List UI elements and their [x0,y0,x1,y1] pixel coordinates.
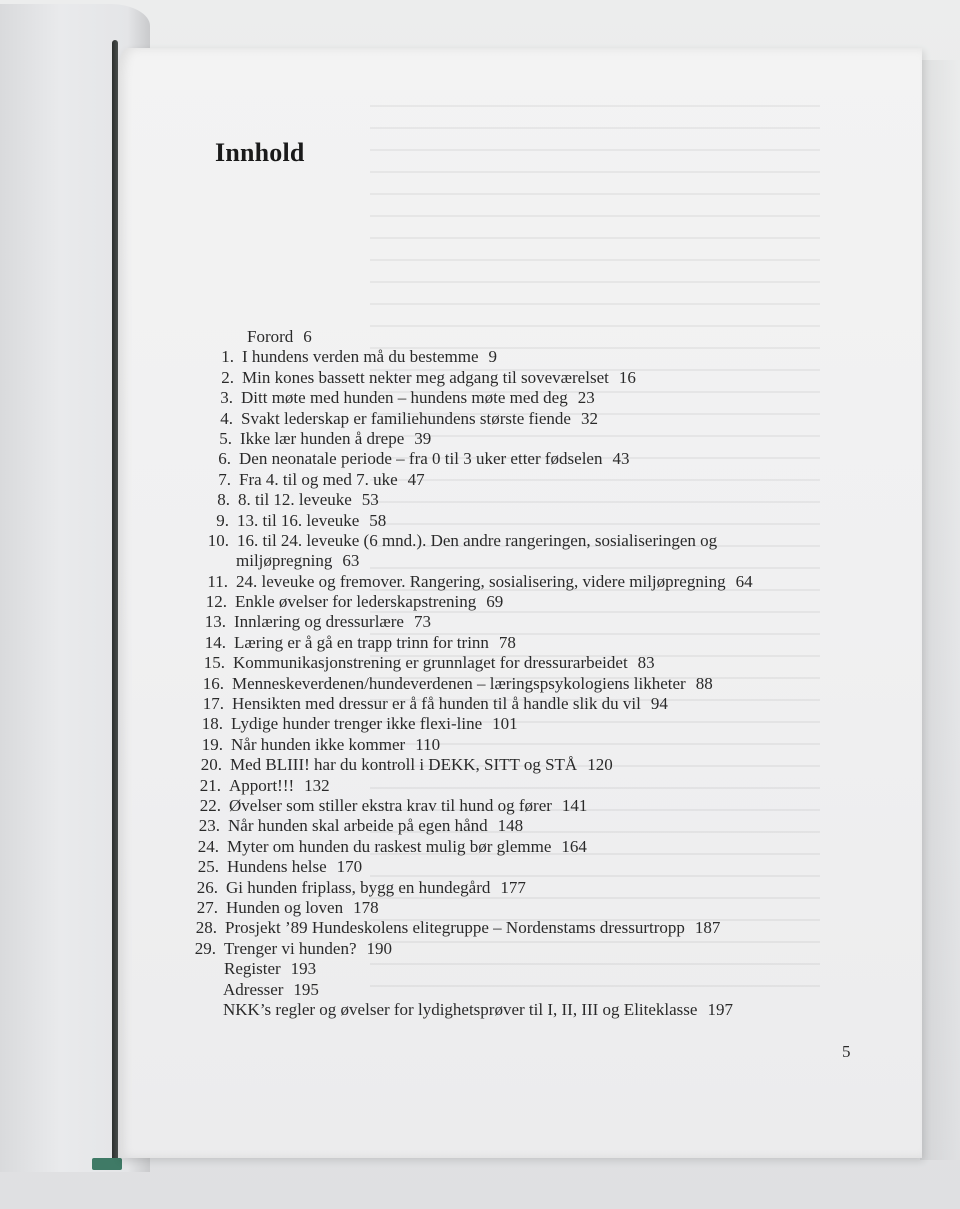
toc-entry-page: 9 [488,347,498,367]
toc-entry-number: 4. [220,408,233,428]
toc-entry-number: 7. [218,469,231,489]
toc-entry-number: 21. [199,775,221,795]
toc-entry-number: 9. [216,510,229,530]
toc-entry-title: I hundens verden må du bestemme [242,347,479,367]
toc-entry-title: Øvelser som stiller ekstra krav til hund og fører [229,795,552,815]
toc-entry-title: Hensikten med dressur er å få hunden til å handle slik du vil [232,694,641,714]
toc-entry [0,939,960,959]
toc-entry-page: 69 [486,592,504,612]
toc-entry-number: 6. [218,449,231,469]
toc-entry [0,612,960,632]
toc-entry [0,572,960,592]
toc-entry-title: Trenger vi hunden? [224,938,357,958]
toc-entry-title: Med BLIII! har du kontroll i DEKK, SITT og STÅ [230,755,578,775]
toc-entry [0,592,960,612]
toc-entry-title: Ikke lær hunden å drepe [240,428,405,448]
toc-entry-page: 178 [353,897,379,917]
toc-entry [0,714,960,734]
toc-entry-page: 32 [580,408,598,428]
toc-entry-page: 110 [415,734,441,754]
toc-entry-number: 28. [195,918,217,938]
toc-entry [0,511,960,531]
toc-entry-page: 120 [587,755,613,775]
toc-entry [0,898,960,918]
toc-entry-title: Svakt lederskap er familiehundens største fiende [241,408,571,428]
toc-entry-number: 23. [198,816,220,836]
toc-entry-page: 94 [650,694,668,714]
toc-entry-title: Hunden og loven [226,897,344,917]
toc-entry-page: 88 [695,673,713,693]
toc-entry-number: 16. [202,673,224,693]
toc-entry-number: 3. [220,388,233,408]
toc-entry-title: 13. til 16. leveuke [237,510,360,530]
toc-entry-number: 10. [207,530,229,550]
toc-entry [0,551,960,571]
toc-entry-number: 20. [200,755,222,775]
toc-entry-number: 24. [197,836,219,856]
toc-entry-title: Ditt møte med hunden – hundens møte med deg [241,388,568,408]
toc-entry-number: 17. [202,694,224,714]
toc-entry-title: NKK’s regler og øvelser for lydighetsprøver til I, II, III og Eliteklasse [223,999,698,1019]
toc-entry-page: 63 [342,551,360,571]
toc-entry-title: Register [224,959,281,979]
toc-entry-page: 193 [290,959,317,979]
toc-entry-title: Adresser [223,979,284,999]
toc-entry-title: Kommunikasjonstrening er grunnlaget for dressurarbeidet [233,653,628,673]
toc-entry-number: 8. [217,490,230,510]
toc-entry-number: 12. [205,592,227,612]
toc-entry [0,674,960,694]
toc-entry [0,959,960,979]
toc-entry [0,633,960,653]
toc-entry-title: 8. til 12. leveuke [238,490,352,510]
toc-entry-page: 170 [336,857,363,877]
toc-entry-number: 15. [203,653,225,673]
toc-entry-page: 164 [561,836,587,856]
toc-entry [0,653,960,673]
toc-entry [0,347,960,367]
toc-entry [0,837,960,857]
toc-entry-title: Fra 4. til og med 7. uke [239,469,398,489]
toc-entry-page: 148 [497,816,524,836]
page-title: Innhold [215,138,305,167]
toc-entry [0,429,960,449]
toc-entry-title: 24. leveuke og fremover. Rangering, sosialisering, videre miljøpregning [236,571,726,591]
toc-entry-page: 132 [304,775,330,795]
toc-entry-title: Hundens helse [227,857,327,877]
toc-entry-page: 83 [637,653,655,673]
page-number: 5 [842,1042,851,1061]
toc-entry [0,1000,960,1020]
book-cover-corner [92,1158,122,1170]
toc-entry [0,918,960,938]
toc-entry [0,388,960,408]
toc-entry-number: 14. [204,632,226,652]
toc-entry-page: 73 [413,612,431,632]
toc-entry-title: Når hunden skal arbeide på egen hånd [228,816,488,836]
toc-entry [0,490,960,510]
toc-entry-title: Min kones bassett nekter meg adgang til soveværelset [242,367,609,387]
toc-entry-page: 39 [414,428,432,448]
toc-entry [0,409,960,429]
toc-entry [0,796,960,816]
toc-entry [0,980,960,1000]
table-of-contents [0,327,960,1020]
toc-entry-page: 43 [612,449,630,469]
toc-entry [0,776,960,796]
toc-entry-number: 27. [196,897,218,917]
toc-entry-title: Den neonatale periode – fra 0 til 3 uker etter fødselen [239,449,603,469]
toc-entry-title: Forord [247,327,294,346]
toc-entry-title: Myter om hunden du raskest mulig bør glemme [227,836,552,856]
toc-entry-number: 13. [204,612,226,632]
toc-entry [0,368,960,388]
toc-entry-number: 19. [201,734,223,754]
toc-entry-page: 190 [366,938,393,958]
toc-entry [0,878,960,898]
toc-entry [0,470,960,490]
toc-entry [0,694,960,714]
toc-entry-number: 2. [221,367,234,387]
toc-entry-number: 29. [194,938,216,958]
toc-entry-title: miljøpregning [236,551,333,571]
toc-entry-title: Enkle øvelser for lederskapstrening [235,592,477,612]
toc-entry-number: 5. [219,428,232,448]
toc-entry-page: 64 [735,571,753,591]
toc-entry-number: 22. [199,795,221,815]
toc-entry-title: Når hunden ikke kommer [231,734,406,754]
toc-entry-title: Gi hunden friplass, bygg en hundegård [226,877,491,897]
toc-entry [0,449,960,469]
toc-entry-page: 23 [577,388,595,408]
toc-entry-title: Prosjekt ’89 Hundeskolens elitegruppe – Nordenstams dressurtropp [225,918,685,938]
toc-entry-page: 177 [500,877,526,897]
toc-entry-page: 16 [618,367,636,387]
toc-entry-page: 78 [498,632,516,652]
toc-entry-number: 11. [207,571,228,591]
toc-entry-number: 26. [196,877,218,897]
toc-entry [0,857,960,877]
toc-entry-page: 187 [694,918,721,938]
toc-entry-page: 141 [561,795,588,815]
toc-entry-page: 53 [361,490,379,510]
toc-entry-page: 101 [492,714,518,734]
toc-entry-page: 195 [293,979,319,999]
toc-entry-title: Menneskeverdenen/hundeverdenen – læringspsykologiens likheter [232,673,686,693]
toc-entry-number: 1. [221,347,234,367]
toc-entry-title: 16. til 24. leveuke (6 mnd.). Den andre rangeringen, sosialiseringen og [237,530,718,550]
toc-entry [0,755,960,775]
toc-entry-page: 6 [303,327,312,346]
toc-entry [0,735,960,755]
toc-entry-title: Læring er å gå en trapp trinn for trinn [234,632,489,652]
toc-entry-page: 58 [369,510,387,530]
toc-entry [0,531,960,551]
toc-entry-page: 47 [407,469,425,489]
toc-entry-number: 25. [197,857,219,877]
toc-entry-number: 18. [201,714,223,734]
toc-entry-page: 197 [707,999,733,1019]
toc-entry-title: Innlæring og dressurlære [234,612,404,632]
toc-entry-title: Lydige hunder trenger ikke flexi-line [231,714,483,734]
toc-entry-title: Apport!!! [229,775,295,795]
toc-entry [0,816,960,836]
toc-entry [0,327,960,347]
